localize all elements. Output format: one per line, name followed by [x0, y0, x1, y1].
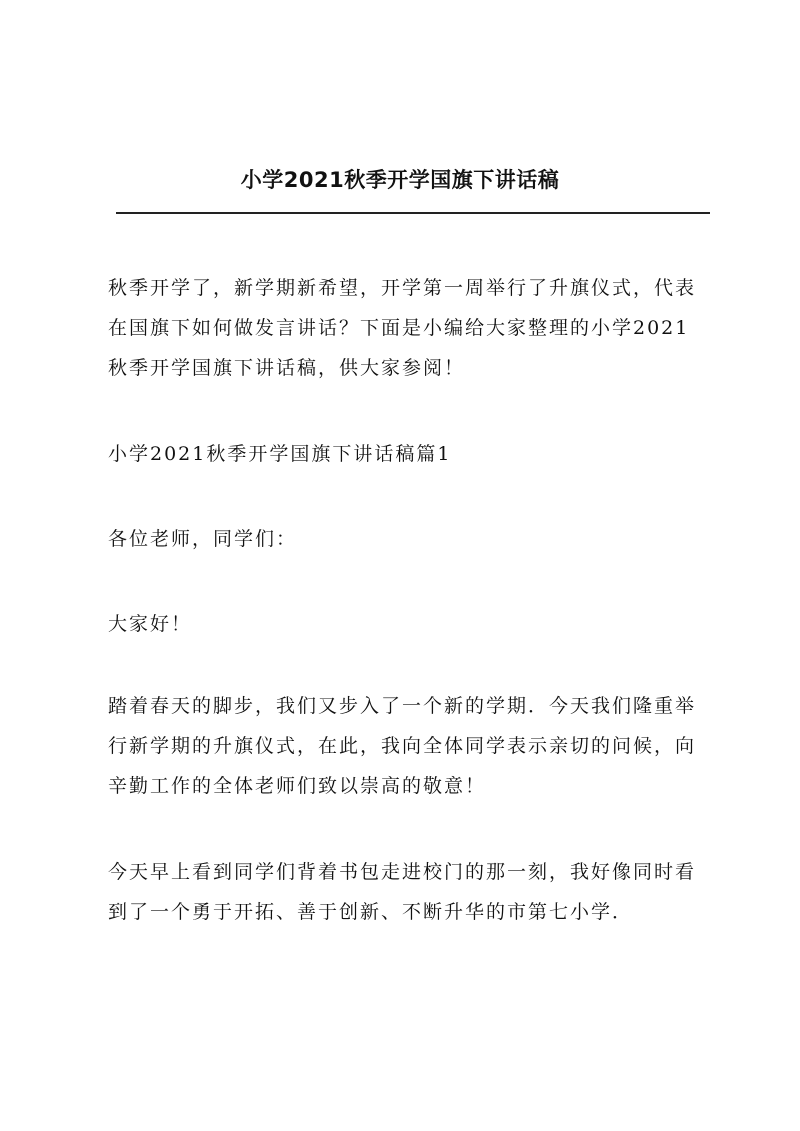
- paragraph-line: 秋季开学国旗下讲话稿，供大家参阅！: [108, 357, 466, 379]
- intro-paragraph: [108, 268, 708, 388]
- paragraph-line: 到了一个勇于开拓、善于创新、不断升华的市第七小学．: [108, 901, 634, 923]
- document-title: 小学2021秋季开学国旗下讲话稿: [240, 168, 560, 192]
- paragraph-line: 踏着春天的脚步，我们又步入了一个新的学期．今天我们隆重举: [108, 695, 697, 717]
- body-paragraph: [108, 686, 708, 806]
- greeting-paragraph: [108, 604, 708, 644]
- salutation-paragraph: [108, 519, 708, 559]
- paragraph-line: 秋季开学了，新学期新希望，开学第一周举行了升旗仪式，代表: [108, 277, 697, 299]
- paragraph-line: 在国旗下如何做发言讲话？下面是小编给大家整理的小学2021: [108, 317, 690, 339]
- paragraph-line: 各位老师，同学们：: [108, 528, 298, 550]
- paragraph-line: 辛勤工作的全体老师们致以崇高的敬意！: [108, 775, 487, 797]
- title-divider: [116, 212, 710, 214]
- paragraph-line: 小学2021秋季开学国旗下讲话稿篇1: [108, 443, 452, 465]
- body-paragraph: [108, 852, 708, 932]
- paragraph-line: 今天早上看到同学们背着书包走进校门的那一刻，我好像同时看: [108, 861, 697, 883]
- paragraph-line: 大家好！: [108, 613, 193, 635]
- section-heading: [108, 434, 708, 474]
- paragraph-line: 行新学期的升旗仪式，在此，我向全体同学表示亲切的问候，向: [108, 735, 697, 757]
